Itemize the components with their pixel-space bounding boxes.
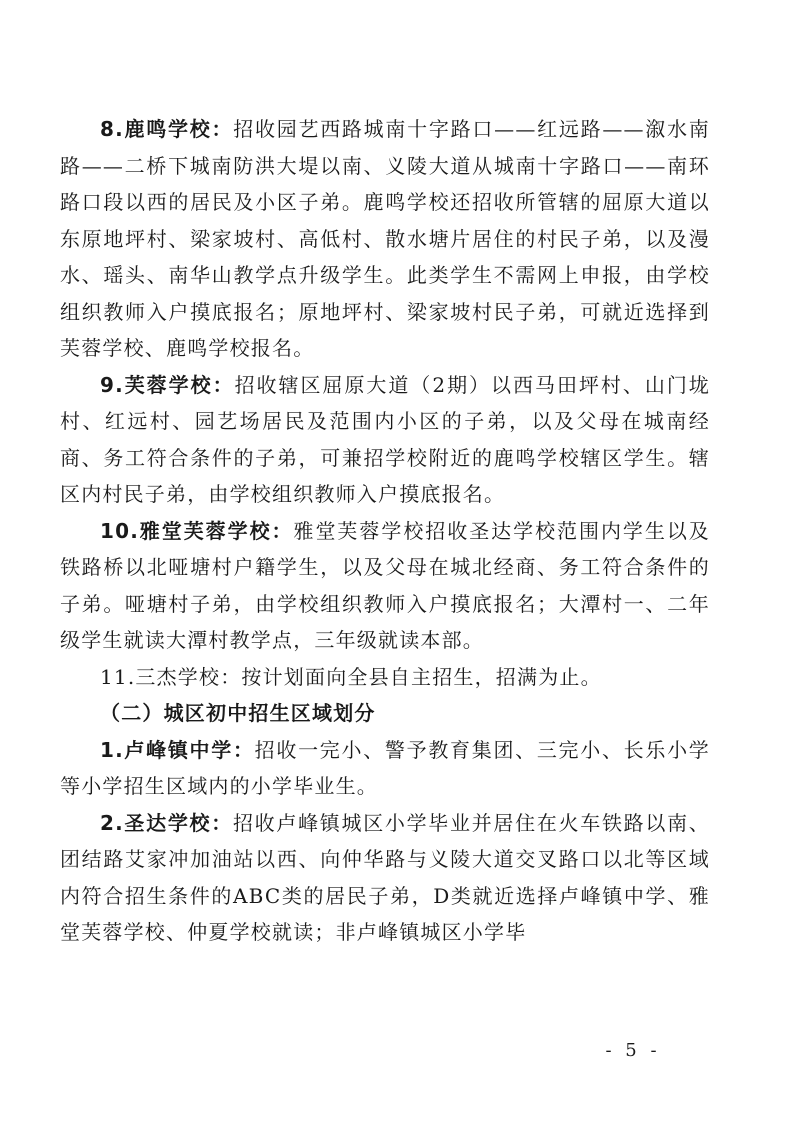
paragraph-text: 招收一完小、警予教育集团、三完小、长乐小学等小学招生区域内的小学毕业生。 xyxy=(60,737,710,798)
paragraph-text: 雅堂芙蓉学校招收圣达学校范围内学生以及铁路桥以北哑塘村户籍学生，以及父母在城北经商、务工符合条件的子弟。哑塘村子弟，由学校组织教师入户摸底报名；大潭村一、二年级学生就读大潭村教学点，三年级就读本部。 xyxy=(60,518,710,652)
section-heading: （二）城区初中招生区域划分 xyxy=(100,701,376,725)
paragraph-lufeng-middle-school xyxy=(60,732,710,805)
page-number: - 5 - xyxy=(605,1040,661,1061)
paragraph-luming-school xyxy=(60,111,710,367)
paragraph-text: 招收辖区屈原大道（2期）以西马田坪村、山门垅村、红远村、园艺场居民及范围内小区的子弟，以及父母在城南经商、务工符合条件的子弟，可兼招学校附近的鹿鸣学校辖区学生。辖区内村民子弟，由学校组织教师入户摸底报名。 xyxy=(60,372,710,506)
paragraph-shengda-school xyxy=(60,805,710,951)
paragraph-label: 9.芙蓉学校： xyxy=(100,372,235,397)
document-body xyxy=(60,111,710,951)
paragraph-label: 10.雅堂芙蓉学校： xyxy=(100,518,294,543)
paragraph-sanjie-school xyxy=(60,659,710,696)
paragraph-text: 招收园艺西路城南十字路口——红远路——溆水南路——二桥下城南防洪大堤以南、义陵大道从城南十字路口——南环路口段以西的居民及小区子弟。鹿鸣学校还招收所管辖的屈原大道以东原地坪村、梁家坡村、高低村、散水塘片居住的村民子弟，以及漫水、瑶头、南华山教学点升级学生。此类学生不需网上申报，由学校组织教师入户摸底报名；原地坪村、梁家坡村民子弟，可就近选择到芙蓉学校、鹿鸣学校报名。 xyxy=(60,117,710,360)
paragraph-furong-school xyxy=(60,367,710,513)
paragraph-label: 8.鹿鸣学校： xyxy=(100,117,234,141)
paragraph-text: 11.三杰学校：按计划面向全县自主招生，招满为止。 xyxy=(100,664,602,689)
paragraph-text: 招收卢峰镇城区小学毕业并居住在火车铁路以南、团结路艾家冲加油站以西、向仲华路与义陵大道交叉路口以北等区域内符合招生条件的ABC类的居民子弟，D类就近选择卢峰镇中学、雅堂芙蓉学校、仲夏学校就读；非卢峰镇城区小学毕 xyxy=(60,810,710,944)
paragraph-yatang-furong-school xyxy=(60,513,710,659)
paragraph-label: 2.圣达学校： xyxy=(100,810,233,835)
paragraph-label: 1.卢峰镇中学： xyxy=(100,737,255,762)
